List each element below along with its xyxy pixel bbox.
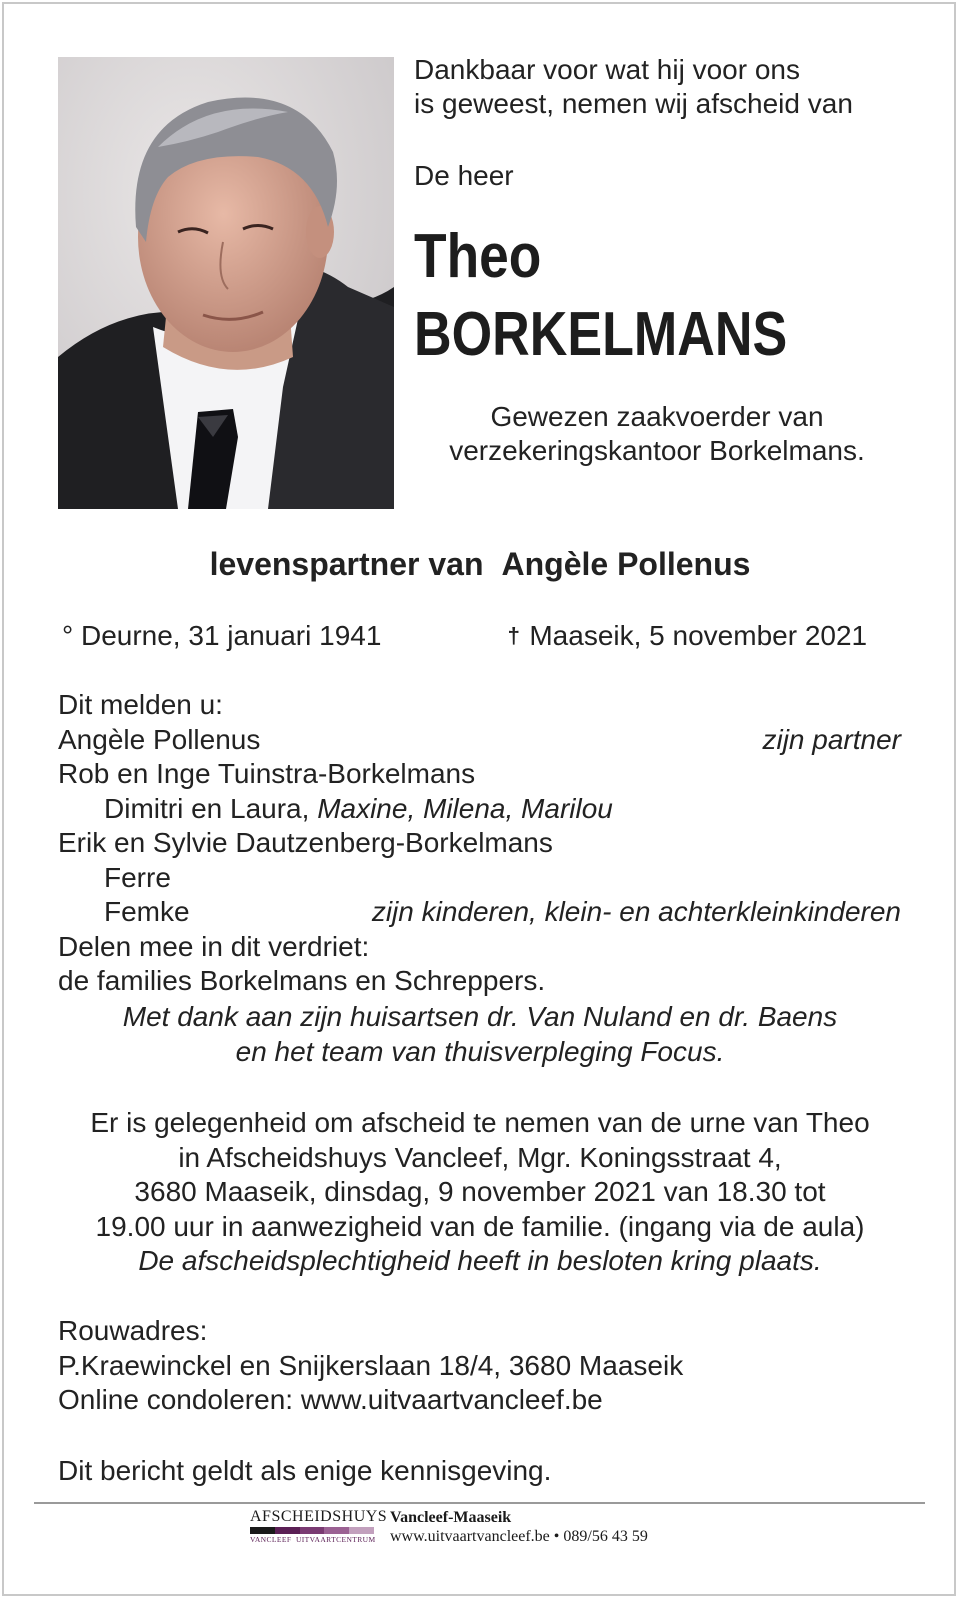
death-info xyxy=(506,619,867,653)
partner-role: zijn partner xyxy=(762,723,901,755)
address-heading: Rouwadres: xyxy=(58,1315,208,1346)
logo-subtitle xyxy=(250,1535,374,1545)
children-role: zijn kinderen, klein- en achterkleinkinderen xyxy=(371,896,901,927)
share-heading: Delen mee in dit verdriet: xyxy=(58,930,370,962)
firm-contact xyxy=(390,1527,648,1547)
thanks-text xyxy=(0,1000,960,1069)
occupation xyxy=(414,400,900,468)
firm-name: Vancleef-Maaseik xyxy=(390,1509,512,1526)
address-street: P.Kraewinckel en Snijkerslaan 18/4, 3680 Maaseik xyxy=(58,1349,684,1381)
great-grandchildren: Maxine, Milena, Marilou xyxy=(317,792,613,824)
list-item xyxy=(58,895,901,930)
list-item xyxy=(58,723,901,758)
ceremony-line-5: De afscheidsplechtigheid heeft in besloten kring plaats. xyxy=(138,1245,822,1276)
mourning-address xyxy=(58,1314,683,1418)
partner-line xyxy=(0,545,960,583)
announcement-list xyxy=(58,688,901,999)
intro-text xyxy=(414,53,853,121)
occupation-line-2: verzekeringskantoor Borkelmans. xyxy=(449,435,865,466)
occupation-line-1: Gewezen zaakvoerder van xyxy=(490,401,824,432)
list-item xyxy=(58,792,901,827)
logo-sub-right: UITVAARTCENTRUM xyxy=(295,1535,376,1544)
funeral-home-logo xyxy=(250,1508,388,1545)
first-name: Theo xyxy=(414,222,542,291)
ceremony-info xyxy=(0,1106,960,1279)
intro-line-2: is geweest, nemen wij afscheid van xyxy=(414,88,853,119)
intro-line-1: Dankbaar voor wat hij voor ons xyxy=(414,54,800,85)
grandchildren-plain: Dimitri en Laura, xyxy=(104,792,318,824)
grandchild-entry: Femke xyxy=(104,896,190,927)
cross-icon: † xyxy=(507,623,521,648)
birth-info: ° Deurne, 31 januari 1941 xyxy=(62,620,382,651)
firm-phone: 089/56 43 59 xyxy=(563,1528,648,1545)
ceremony-line-1: Er is gelegenheid om afscheid te nemen van de urne van Theo xyxy=(90,1107,870,1138)
ceremony-line-3: 3680 Maaseik, dinsdag, 9 november 2021 van 18.30 tot xyxy=(134,1176,826,1207)
ceremony-line-4: 19.00 uur in aanwezigheid van de familie. (ingang via de aula) xyxy=(95,1210,865,1242)
portrait-photo xyxy=(58,57,394,509)
firm-info xyxy=(390,1509,648,1547)
ceremony-line-2: in Afscheidshuys Vancleef, Mgr. Koningsstraat 4, xyxy=(178,1141,782,1173)
logo-color-bar xyxy=(250,1527,374,1534)
logo-title: AFSCHEIDSHUYS xyxy=(250,1508,388,1525)
online-condolence: Online condoleren: www.uitvaartvancleef.be xyxy=(58,1384,603,1415)
list-item: Erik en Sylvie Dautzenberg-Borkelmans xyxy=(58,827,553,858)
families-line: de families Borkelmans en Schreppers. xyxy=(58,965,546,996)
partner-label: levenspartner van xyxy=(209,546,484,582)
partner-entry: Angèle Pollenus xyxy=(58,723,261,755)
thanks-line-1: Met dank aan zijn huisartsen dr. Van Nuland en dr. Baens xyxy=(122,1001,838,1032)
last-name: BORKELMANS xyxy=(414,300,788,369)
logo-sub-left: VANCLEEF xyxy=(250,1535,292,1544)
death-text: Maaseik, 5 november 2021 xyxy=(529,620,868,651)
divider xyxy=(34,1502,925,1504)
thanks-line-2: en het team van thuisverpleging Focus. xyxy=(235,1035,725,1067)
firm-website: www.uitvaartvancleef.be xyxy=(390,1528,550,1545)
partner-name: Angèle Pollenus xyxy=(501,546,751,582)
bullet-separator: • xyxy=(553,1528,560,1545)
announcement-heading: Dit melden u: xyxy=(58,689,223,720)
notice-text: Dit bericht geldt als enige kennisgeving. xyxy=(58,1455,552,1486)
list-item: Ferre xyxy=(104,861,171,893)
list-item: Rob en Inge Tuinstra-Borkelmans xyxy=(58,758,476,789)
honorific: De heer xyxy=(414,160,514,191)
